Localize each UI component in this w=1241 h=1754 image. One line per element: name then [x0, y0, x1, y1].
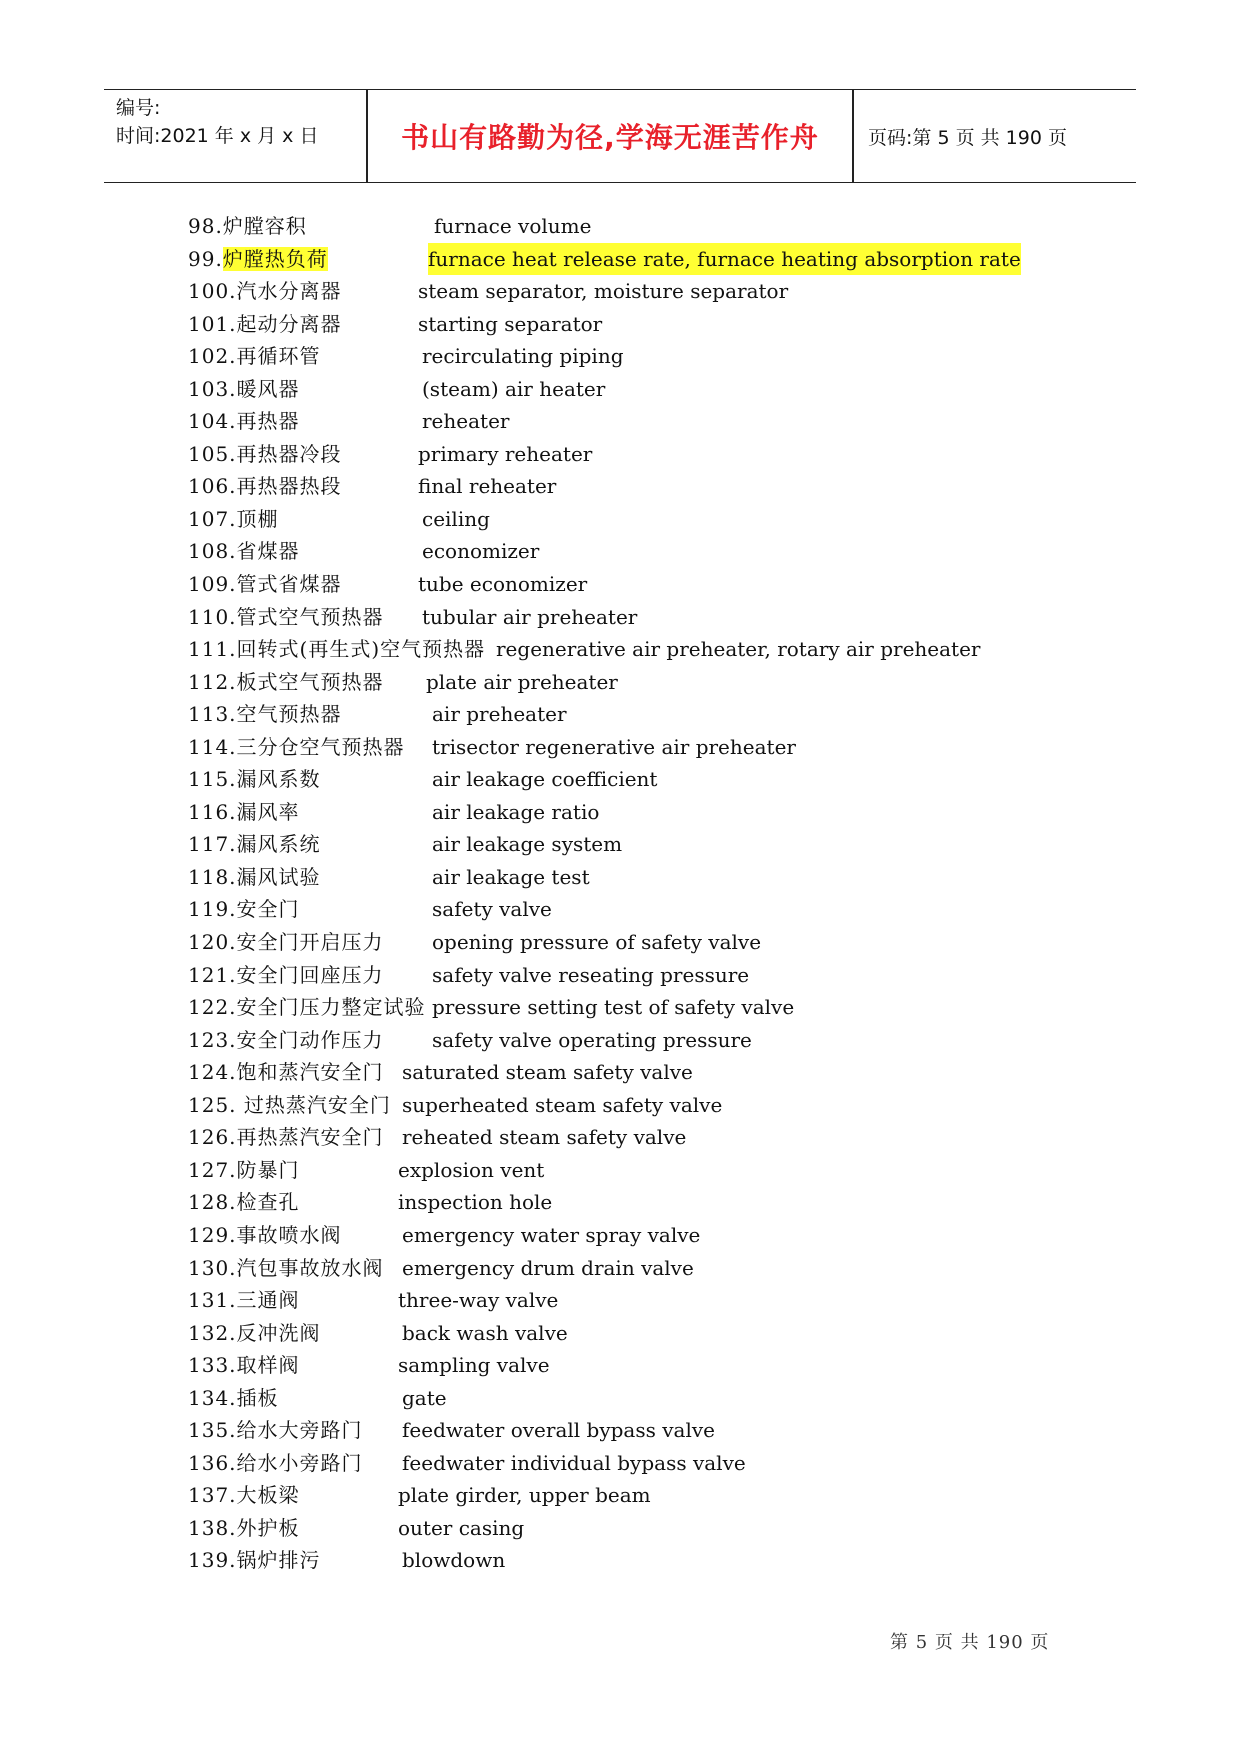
document-number-label: 编号: [116, 97, 161, 119]
glossary-entry [188, 1447, 1008, 1480]
entry-english-term: (steam) air heater [422, 376, 606, 401]
entry-term-zh [188, 1056, 384, 1089]
entry-number: 125. [188, 1092, 244, 1117]
entry-number: 122. [188, 995, 237, 1020]
entry-number: 129. [188, 1222, 237, 1247]
entry-english-term: blowdown [402, 1548, 506, 1573]
entry-chinese-term: 汽水分离器 [236, 279, 342, 304]
entry-chinese-term: 板式空气预热器 [236, 669, 384, 694]
entry-term-zh [188, 1219, 342, 1252]
document-date: 时间:2021 年 x 月 x 日 [116, 125, 319, 147]
glossary-entry [188, 1219, 1008, 1252]
entry-chinese-term: 再热器 [236, 409, 300, 434]
glossary-entry [188, 796, 1008, 829]
glossary-entry [188, 1186, 1008, 1219]
entry-term-zh [188, 1447, 363, 1480]
entry-english-term: air preheater [432, 702, 567, 727]
entry-term-zh [188, 438, 342, 471]
glossary-entry [188, 503, 1008, 536]
entry-english-term: saturated steam safety valve [402, 1060, 693, 1085]
entry-english-term: ceiling [422, 506, 490, 531]
glossary-entry [188, 243, 1021, 276]
glossary-entry [188, 1121, 1008, 1154]
entry-number: 130. [188, 1255, 237, 1280]
entry-english-term: air leakage test [432, 864, 590, 889]
entry-term-zh [188, 535, 300, 568]
glossary-entry [188, 275, 1008, 308]
entry-number: 108. [188, 539, 237, 564]
entry-english-term: opening pressure of safety valve [432, 930, 762, 955]
entry-number: 117. [188, 832, 237, 857]
entry-number: 103. [188, 376, 237, 401]
entry-number: 138. [188, 1515, 237, 1540]
entry-chinese-term: 炉膛热负荷 [222, 246, 328, 271]
entry-chinese-term: 大板梁 [236, 1483, 300, 1508]
entry-term-zh [188, 861, 321, 894]
entry-english-term: reheated steam safety valve [402, 1125, 687, 1150]
glossary-list [188, 210, 1021, 1577]
entry-chinese-term: 漏风率 [236, 799, 300, 824]
entry-number: 139. [188, 1548, 237, 1573]
entry-chinese-term: 三分仓空气预热器 [236, 734, 405, 759]
header-page-number: 页码:第 5 页 共 190 页 [868, 126, 1067, 149]
glossary-entry [188, 828, 1008, 861]
entry-term-zh [188, 210, 307, 243]
footer-page-number: 第 5 页 共 190 页 [890, 1632, 1050, 1653]
entry-english-term: tube economizer [418, 572, 588, 597]
entry-term-zh [188, 763, 321, 796]
entry-english-term: regenerative air preheater, rotary air preheater [496, 637, 981, 662]
entry-chinese-term: 饱和蒸汽安全门 [236, 1060, 384, 1085]
entry-number: 115. [188, 767, 237, 792]
entry-chinese-term: 再热蒸汽安全门 [236, 1125, 384, 1150]
entry-term-zh [188, 1186, 300, 1219]
entry-chinese-term: 三通阀 [236, 1288, 300, 1313]
glossary-entry [188, 340, 1008, 373]
entry-term-zh [188, 275, 342, 308]
entry-english-term: safety valve reseating pressure [432, 962, 750, 987]
entry-number: 111. [188, 637, 237, 662]
entry-number: 134. [188, 1385, 237, 1410]
entry-number: 133. [188, 1353, 237, 1378]
entry-english-term: starting separator [418, 311, 603, 336]
entry-chinese-term: 安全门开启压力 [236, 930, 384, 955]
entry-term-zh [188, 959, 384, 992]
glossary-entry [188, 633, 1008, 666]
entry-number: 136. [188, 1450, 237, 1475]
entry-english-term: furnace volume [434, 214, 592, 238]
entry-chinese-term: 管式空气预热器 [236, 604, 384, 629]
glossary-entry [188, 926, 1008, 959]
glossary-entry [188, 861, 1008, 894]
entry-chinese-term: 防暴门 [236, 1157, 300, 1182]
glossary-entry [188, 1317, 1008, 1350]
glossary-entry [188, 1512, 1008, 1545]
entry-number: 118. [188, 864, 237, 889]
entry-english-term: plate air preheater [426, 669, 618, 694]
entry-number: 101. [188, 311, 237, 336]
glossary-entry [188, 893, 1008, 926]
entry-chinese-term: 取样阀 [236, 1353, 300, 1378]
entry-chinese-term: 漏风系统 [236, 832, 321, 857]
entry-number: 99. [188, 246, 223, 271]
glossary-entry [188, 1284, 1008, 1317]
entry-term-zh [188, 1121, 384, 1154]
entry-chinese-term: 漏风试验 [236, 864, 321, 889]
entry-term-zh [188, 796, 300, 829]
entry-term-zh [188, 666, 384, 699]
entry-number: 132. [188, 1320, 237, 1345]
entry-term-zh [188, 1544, 321, 1577]
entry-term-zh [188, 1382, 279, 1415]
entry-english-term: gate [402, 1385, 447, 1410]
glossary-entry [188, 698, 1008, 731]
entry-english-term: superheated steam safety valve [402, 1092, 723, 1117]
entry-english-term: tubular air preheater [422, 604, 638, 629]
entry-english-term: explosion vent [398, 1157, 545, 1182]
page-header [104, 89, 1136, 183]
glossary-entry [188, 1544, 1008, 1577]
entry-term-zh [188, 1349, 300, 1382]
entry-number: 105. [188, 441, 237, 466]
glossary-entry [188, 308, 1008, 341]
entry-term-zh [188, 503, 279, 536]
glossary-entry [188, 1414, 1008, 1447]
entry-chinese-term: 再热器热段 [236, 474, 342, 499]
entry-chinese-term: 插板 [236, 1385, 279, 1410]
entry-term-zh [188, 470, 342, 503]
entry-english-term: feedwater individual bypass valve [402, 1450, 746, 1475]
entry-chinese-term: 起动分离器 [236, 311, 342, 336]
entry-english-term: air leakage system [432, 832, 623, 857]
entry-number: 98. [188, 214, 223, 238]
glossary-entry [188, 731, 1008, 764]
entry-number: 119. [188, 897, 237, 922]
entry-chinese-term: 事故喷水阀 [236, 1222, 342, 1247]
entry-term-zh [188, 1024, 384, 1057]
entry-number: 102. [188, 344, 237, 369]
entry-chinese-term: 省煤器 [236, 539, 300, 564]
entry-number: 112. [188, 669, 237, 694]
entry-chinese-term: 回转式(再生式)空气预热器 [236, 637, 486, 662]
entry-english-term: pressure setting test of safety valve [432, 995, 795, 1020]
entry-chinese-term: 再热器冷段 [236, 441, 342, 466]
entry-number: 121. [188, 962, 237, 987]
entry-chinese-term: 管式省煤器 [236, 572, 342, 597]
glossary-entry [188, 1349, 1008, 1382]
entry-number: 120. [188, 930, 237, 955]
entry-term-zh [188, 1479, 300, 1512]
header-motto: 书山有路勤为径,学海无涯苦作舟 [401, 121, 819, 154]
entry-term-zh [188, 633, 485, 666]
entry-term-zh [188, 243, 328, 276]
entry-term-zh [188, 828, 321, 861]
entry-english-term: primary reheater [418, 441, 593, 466]
entry-term-zh [188, 405, 300, 438]
glossary-entry [188, 405, 1008, 438]
glossary-entry [188, 763, 1008, 796]
entry-english-term: air leakage coefficient [432, 767, 658, 792]
entry-number: 104. [188, 409, 237, 434]
entry-number: 127. [188, 1157, 237, 1182]
entry-english-term: outer casing [398, 1515, 525, 1540]
entry-english-term: sampling valve [398, 1353, 550, 1378]
entry-number: 135. [188, 1418, 237, 1443]
entry-chinese-term: 炉膛容积 [222, 214, 307, 238]
entry-english-term: air leakage ratio [432, 799, 600, 824]
glossary-entry [188, 959, 1008, 992]
glossary-entry [188, 535, 1008, 568]
entry-term-zh [188, 308, 342, 341]
entry-english-term: emergency drum drain valve [402, 1255, 694, 1280]
entry-english-term: back wash valve [402, 1320, 568, 1345]
glossary-entry [188, 1056, 1008, 1089]
glossary-entry [188, 1154, 1008, 1187]
entry-chinese-term: 安全门动作压力 [236, 1027, 384, 1052]
entry-term-zh [188, 1154, 300, 1187]
glossary-entry [188, 470, 1008, 503]
entry-english-term: emergency water spray valve [402, 1222, 701, 1247]
entry-number: 116. [188, 799, 237, 824]
header-divider [852, 90, 854, 182]
entry-english-term: feedwater overall bypass valve [402, 1418, 715, 1443]
entry-english-term: inspection hole [398, 1190, 553, 1215]
glossary-entry [188, 373, 1008, 406]
entry-term-zh [188, 731, 405, 764]
entry-number: 123. [188, 1027, 237, 1052]
entry-english-term: trisector regenerative air preheater [432, 734, 796, 759]
glossary-entry [188, 438, 1008, 471]
entry-number: 124. [188, 1060, 237, 1085]
entry-term-zh [188, 1317, 321, 1350]
entry-chinese-term: 漏风系数 [236, 767, 321, 792]
entry-english-term: safety valve operating pressure [432, 1027, 752, 1052]
entry-english-term: furnace heat release rate, furnace heating absorption rate [428, 243, 1021, 276]
entry-english-term: steam separator, moisture separator [418, 279, 789, 304]
entry-english-term: reheater [422, 409, 510, 434]
entry-english-term: final reheater [418, 474, 557, 499]
entry-chinese-term: 再循环管 [236, 344, 321, 369]
entry-chinese-term: 安全门回座压力 [236, 962, 384, 987]
entry-chinese-term: 检查孔 [236, 1190, 300, 1215]
entry-term-zh [188, 568, 342, 601]
glossary-entry [188, 601, 1008, 634]
entry-number: 109. [188, 572, 237, 597]
glossary-entry [188, 991, 1008, 1024]
glossary-entry [188, 568, 1008, 601]
entry-term-zh [188, 1252, 384, 1285]
entry-term-zh [188, 1414, 363, 1447]
entry-english-term: economizer [422, 539, 540, 564]
glossary-entry [188, 666, 1008, 699]
entry-number: 100. [188, 279, 237, 304]
entry-english-term: recirculating piping [422, 344, 624, 369]
entry-number: 107. [188, 506, 237, 531]
entry-term-zh [188, 1089, 391, 1122]
entry-chinese-term: 空气预热器 [236, 702, 342, 727]
entry-number: 131. [188, 1288, 237, 1313]
entry-number: 137. [188, 1483, 237, 1508]
entry-number: 113. [188, 702, 237, 727]
entry-chinese-term: 给水小旁路门 [236, 1450, 363, 1475]
glossary-entry [188, 1024, 1008, 1057]
glossary-entry [188, 1089, 1008, 1122]
entry-chinese-term: 安全门压力整定试验 [236, 995, 426, 1020]
header-meta [116, 94, 366, 150]
entry-english-term: three-way valve [398, 1288, 559, 1313]
entry-term-zh [188, 1512, 300, 1545]
entry-number: 110. [188, 604, 237, 629]
entry-english-term: safety valve [432, 897, 552, 922]
entry-term-zh [188, 991, 426, 1024]
entry-chinese-term: 顶棚 [236, 506, 279, 531]
entry-chinese-term: 汽包事故放水阀 [236, 1255, 384, 1280]
entry-number: 128. [188, 1190, 237, 1215]
entry-number: 126. [188, 1125, 237, 1150]
entry-chinese-term: 锅炉排污 [236, 1548, 321, 1573]
entry-term-zh [188, 373, 300, 406]
glossary-entry [188, 210, 1008, 243]
entry-english-term: plate girder, upper beam [398, 1483, 651, 1508]
entry-number: 106. [188, 474, 237, 499]
entry-term-zh [188, 340, 321, 373]
glossary-entry [188, 1382, 1008, 1415]
glossary-entry [188, 1252, 1008, 1285]
entry-term-zh [188, 893, 300, 926]
entry-term-zh [188, 926, 384, 959]
entry-term-zh [188, 698, 342, 731]
entry-chinese-term: 暖风器 [236, 376, 300, 401]
entry-chinese-term: 给水大旁路门 [236, 1418, 363, 1443]
entry-term-zh [188, 1284, 300, 1317]
entry-number: 114. [188, 734, 237, 759]
entry-chinese-term: 过热蒸汽安全门 [243, 1092, 391, 1117]
entry-chinese-term: 外护板 [236, 1515, 300, 1540]
glossary-entry [188, 1479, 1008, 1512]
entry-term-zh [188, 601, 384, 634]
entry-chinese-term: 反冲洗阀 [236, 1320, 321, 1345]
entry-chinese-term: 安全门 [236, 897, 300, 922]
